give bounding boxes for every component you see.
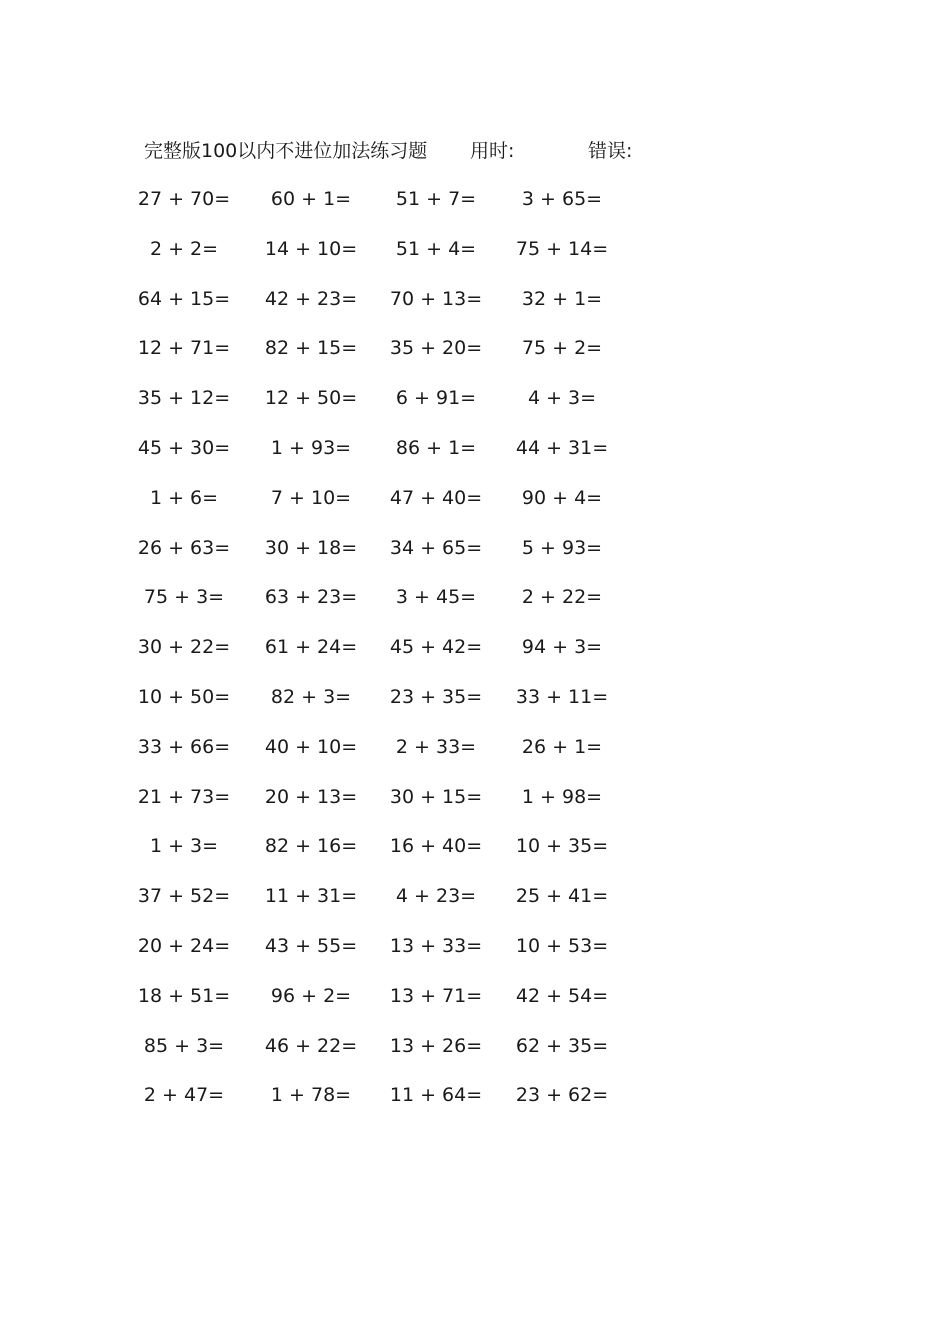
addition-problem: 26 + 1=: [521, 736, 603, 758]
errors-label: 错误:: [588, 140, 633, 162]
addition-problem: 46 + 22=: [264, 1035, 358, 1057]
addition-problem: 4 + 3=: [527, 387, 597, 409]
addition-problem: 11 + 64=: [389, 1084, 483, 1106]
addition-problem: 13 + 33=: [389, 935, 483, 957]
addition-problem: 33 + 11=: [515, 686, 609, 708]
addition-problem: 25 + 41=: [515, 885, 609, 907]
addition-problem: 23 + 35=: [389, 686, 483, 708]
addition-problem: 86 + 1=: [395, 437, 477, 459]
addition-problem: 40 + 10=: [264, 736, 358, 758]
addition-problem: 61 + 24=: [264, 636, 358, 658]
problem-row: [0, 881, 950, 911]
addition-problem: 1 + 3=: [149, 835, 219, 857]
problem-row: [0, 234, 950, 264]
addition-problem: 10 + 53=: [515, 935, 609, 957]
addition-problem: 75 + 2=: [521, 337, 603, 359]
addition-problem: 94 + 3=: [521, 636, 603, 658]
addition-problem: 82 + 16=: [264, 835, 358, 857]
addition-problem: 45 + 30=: [137, 437, 231, 459]
addition-problem: 37 + 52=: [137, 885, 231, 907]
addition-problem: 1 + 93=: [270, 437, 352, 459]
addition-problem: 20 + 13=: [264, 786, 358, 808]
addition-problem: 4 + 23=: [395, 885, 477, 907]
problem-row: [0, 732, 950, 762]
problem-row: [0, 333, 950, 363]
addition-problem: 30 + 15=: [389, 786, 483, 808]
addition-problem: 3 + 45=: [395, 586, 477, 608]
addition-problem: 51 + 7=: [395, 188, 477, 210]
addition-problem: 43 + 55=: [264, 935, 358, 957]
addition-problem: 47 + 40=: [389, 487, 483, 509]
addition-problem: 64 + 15=: [137, 288, 231, 310]
problem-row: [0, 582, 950, 612]
addition-problem: 1 + 78=: [270, 1084, 352, 1106]
addition-problem: 42 + 54=: [515, 985, 609, 1007]
problem-row: [0, 782, 950, 812]
addition-problem: 33 + 66=: [137, 736, 231, 758]
problem-row: [0, 533, 950, 563]
addition-problem: 23 + 62=: [515, 1084, 609, 1106]
addition-problem: 14 + 10=: [264, 238, 358, 260]
addition-problem: 85 + 3=: [143, 1035, 225, 1057]
addition-problem: 2 + 22=: [521, 586, 603, 608]
addition-problem: 10 + 35=: [515, 835, 609, 857]
problem-row: [0, 831, 950, 861]
problem-row: [0, 931, 950, 961]
problem-row: [0, 483, 950, 513]
problem-row: [0, 383, 950, 413]
addition-problem: 96 + 2=: [270, 985, 352, 1007]
addition-problem: 12 + 71=: [137, 337, 231, 359]
problem-row: [0, 682, 950, 712]
problem-row: [0, 1080, 950, 1110]
addition-problem: 7 + 10=: [270, 487, 352, 509]
worksheet-title: 完整版100以内不进位加法练习题: [144, 140, 428, 162]
addition-problem: 21 + 73=: [137, 786, 231, 808]
addition-problem: 45 + 42=: [389, 636, 483, 658]
addition-problem: 12 + 50=: [264, 387, 358, 409]
time-label: 用时:: [470, 140, 515, 162]
addition-problem: 11 + 31=: [264, 885, 358, 907]
problem-row: [0, 981, 950, 1011]
addition-problem: 90 + 4=: [521, 487, 603, 509]
addition-problem: 82 + 15=: [264, 337, 358, 359]
addition-problem: 82 + 3=: [270, 686, 352, 708]
addition-problem: 75 + 3=: [143, 586, 225, 608]
addition-problem: 2 + 2=: [149, 238, 219, 260]
addition-problem: 42 + 23=: [264, 288, 358, 310]
addition-problem: 20 + 24=: [137, 935, 231, 957]
addition-problem: 35 + 12=: [137, 387, 231, 409]
addition-problem: 75 + 14=: [515, 238, 609, 260]
addition-problem: 13 + 26=: [389, 1035, 483, 1057]
problem-row: [0, 1031, 950, 1061]
addition-problem: 1 + 98=: [521, 786, 603, 808]
addition-problem: 62 + 35=: [515, 1035, 609, 1057]
problem-row: [0, 184, 950, 214]
addition-problem: 70 + 13=: [389, 288, 483, 310]
addition-problem: 30 + 22=: [137, 636, 231, 658]
addition-problem: 16 + 40=: [389, 835, 483, 857]
addition-problem: 1 + 6=: [149, 487, 219, 509]
addition-problem: 32 + 1=: [521, 288, 603, 310]
addition-problem: 26 + 63=: [137, 537, 231, 559]
addition-problem: 27 + 70=: [137, 188, 231, 210]
problem-row: [0, 433, 950, 463]
addition-problem: 44 + 31=: [515, 437, 609, 459]
addition-problem: 18 + 51=: [137, 985, 231, 1007]
addition-problem: 2 + 47=: [143, 1084, 225, 1106]
problem-row: [0, 632, 950, 662]
addition-problem: 30 + 18=: [264, 537, 358, 559]
addition-problem: 6 + 91=: [395, 387, 477, 409]
addition-problem: 10 + 50=: [137, 686, 231, 708]
addition-problem: 13 + 71=: [389, 985, 483, 1007]
addition-problem: 3 + 65=: [521, 188, 603, 210]
addition-problem: 51 + 4=: [395, 238, 477, 260]
problem-row: [0, 284, 950, 314]
addition-problem: 35 + 20=: [389, 337, 483, 359]
addition-problem: 60 + 1=: [270, 188, 352, 210]
addition-problem: 34 + 65=: [389, 537, 483, 559]
addition-problem: 2 + 33=: [395, 736, 477, 758]
addition-problem: 5 + 93=: [521, 537, 603, 559]
addition-problem: 63 + 23=: [264, 586, 358, 608]
